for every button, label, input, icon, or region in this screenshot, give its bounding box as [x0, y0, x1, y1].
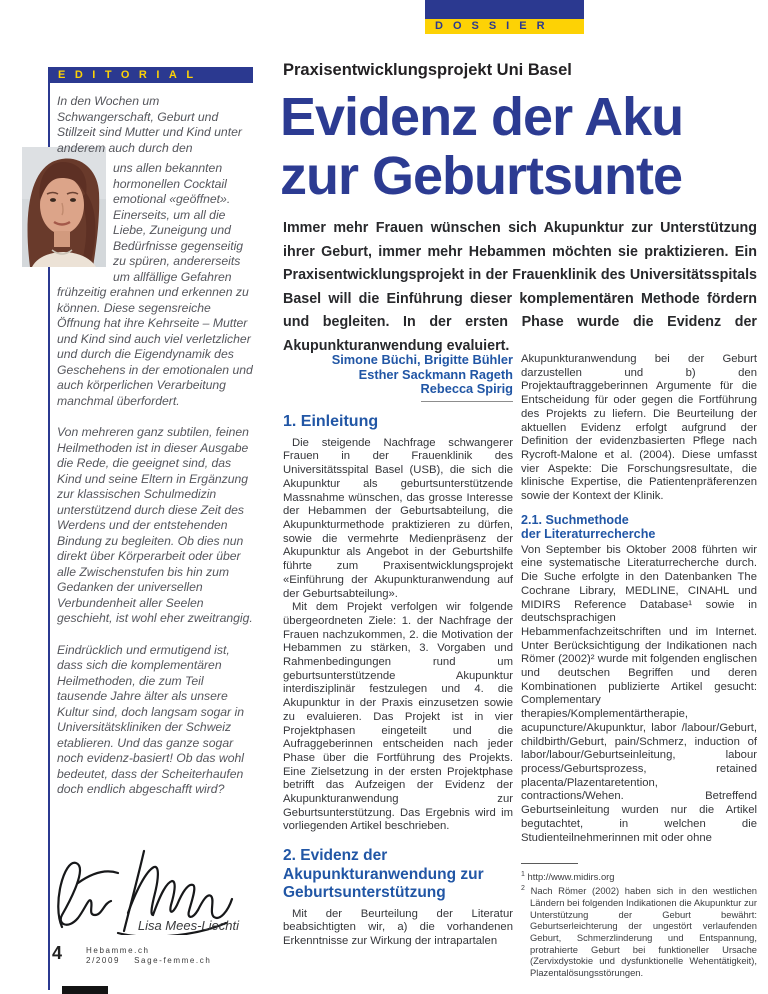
- editorial-header-bar: [48, 67, 253, 83]
- page-footer: [52, 944, 211, 965]
- editorial-text: [57, 94, 253, 798]
- footnote-rule: [521, 863, 578, 864]
- editorial-header-label: EDITORIAL: [58, 69, 203, 81]
- issue-line: [86, 956, 211, 966]
- dossier-blue-bar: [425, 0, 584, 19]
- editorial-paragraph-2: Von mehreren ganz subtilen, feinen Heilmethoden ist in dieser Ausgabe die Rede, die geeignet sind, das Kind und seine Eltern in Ergänzung zur klassischen Schulmedizin unterstützend durch diese Zeit des Werdens und der entstehenden Bindung zu begleiten. Ob dies nun direkt über Körperarbeit oder über alle Zwischenstufen bis hin zum Gedanken der universellen Verbundenheit aller Seelen geschieht, ist wohl eher zweitrangig.: [57, 425, 253, 625]
- author-line-1: Simone Büchi, Brigitte Bühler: [331, 352, 513, 367]
- column-right: [521, 353, 757, 979]
- article-title-line-2: zur Geburtsunte: [280, 146, 683, 206]
- article-kicker: Praxisentwicklungsprojekt Uni Basel: [283, 61, 572, 79]
- editorial-paragraph-1: uns allen bekannten hormonellen Cocktail emotional «geöffnet». Einerseits, um all die Liebe, Zuneigung und Bedürfnisse gegenseitig zu spüren, andererseits um allfällige Gefahren frühzeitig erahnen und erkennen zu können. Diese segensreiche Öffnung hat ihre Kehrseite – Mutter und Kind sind auch viel verletzlicher und durch die Eigendynamik des Geschehens in der emotionalen und auch körperlichen Verarbeitung manchmal überfordert.: [57, 161, 253, 408]
- footnote-2-marker: 2: [521, 885, 525, 893]
- photo-wrap-spacer: [57, 161, 113, 283]
- article-lead: Immer mehr Frauen wünschen sich Akupunktur zur Unterstützung ihrer Geburt, immer mehr Hebammen möchten sie praktizieren. Ein Praxisentwicklungsprojekt in der Frauenklinik des Universitätsspitals Basel will die Einführung dieser komplementären Methode fördern und begleiten. In der ersten Phase wurde die Evidenz der Akupunkturanwendung evaluiert.: [283, 220, 757, 354]
- body-paragraph: Die steigende Nachfrage schwangerer Frauen in der Frauenklinik des Universitätsspital Basel (USB), die sich die Akupunktur als geburtsunterstützende Massnahme wünschen, das grosse Interesse der Hebammen der Geburtsabteilung, die Akupunkturmethode praktizieren zu dürfen, sowie die vermehrte Medienpräsenz der Akupunktur als Angebot in der Geburtshilfe führte zum Praxisentwicklungsprojekt «Einführung der Akupunkturanwendung auf der Geburtsabteilung».: [283, 436, 513, 600]
- footnote-2: [521, 883, 757, 979]
- article-title: [280, 88, 683, 206]
- article-title-line-1: Evidenz der Aku: [280, 87, 684, 147]
- body-paragraph: Akupunkturanwendung bei der Geburt darzustellen und b) den Projektauftraggeberinnen Argumente für die Entscheidung für oder gegen die Fortführung des Projekts zu liefern. Die Beurteilung der aktuellen Evidenz erfolgt aufgrund der Definition der evidenzbasierten Pflege nach Rycroft-Malone et al. (2004). Diese umfasst vier Aspekte: Die Forschungsresultate, die klinische Expertise, die Patientenpräferenzen sowie der Kontext der Klinik.: [521, 353, 757, 503]
- print-crop-mark: [62, 986, 108, 994]
- footnote-1: [521, 869, 757, 883]
- editorial-paragraph-3: Eindrücklich und ermutigend ist, dass sich die komplementären Heilmethoden, die zum Teil tausende Jahre älter als unsere Kultur sind, doch langsam sogar in Universitätskliniken der Schweiz etablieren. Und das ganze sogar noch evidenz-basiert! Ob das wohl bedeutet, dass der Scheiterhaufen doch endlich abgeschafft wird?: [57, 642, 244, 796]
- page-number: 4: [52, 943, 63, 963]
- journal-name: Hebamme.ch: [86, 946, 150, 955]
- body-paragraph: Mit dem Projekt verfolgen wir folgende übergeordneten Ziele: 1. der Nachfrage der Frauen nachzukommen, 2. die Motivation der Hebammen zu stärken, 3. Vorgaben und Rahmenbedingungen rund um geburtsunterstützende Akupunktur interdisziplinär festzulegen und 4. die Akupunktur in der Praxis einzusetzen sowie zu evaluieren. Das Projekt ist in vier Projektphasen eingeteilt und die Aufraggeberinnen entscheiden nach jeder Phase über die Fortführung des Projekts. Eine Zielsetzung in der ersten Projektphase betrifft das Aufzeigen der Evidenz der Akupunkturanwendung zur Geburtsunterstützung. Das Ergebnis wird im vorliegenden Artikel beschrieben.: [283, 601, 513, 833]
- dossier-tab: [425, 0, 584, 34]
- signature-name: Lisa Mees-Liechti: [137, 918, 239, 933]
- section-2-heading: 2. Evidenz der Akupunkturanwendung zur Geburtsunterstützung: [283, 847, 484, 902]
- editorial-paragraph-wrap: [57, 161, 253, 409]
- section-2-1-heading-line-2: der Literaturrecherche: [521, 527, 656, 542]
- journal-info: [86, 944, 211, 965]
- journal-name-fr: Sage-femme.ch: [134, 955, 212, 965]
- author-line-2: Esther Sackmann Rageth: [358, 366, 513, 382]
- dossier-label: DOSSIER: [435, 20, 555, 32]
- section-2-1-heading: [521, 513, 757, 542]
- issue-number: 2/2009: [86, 955, 121, 965]
- footnote-1-text: http://www.midirs.org: [527, 871, 615, 883]
- footnote-1-marker: 1: [521, 871, 525, 879]
- dossier-yellow-bar: [425, 19, 584, 34]
- section-1-heading: 1. Einleitung: [283, 412, 379, 430]
- author-line-3: Rebecca Spirig: [420, 381, 513, 397]
- body-paragraph: Von September bis Oktober 2008 führten wir eine systematische Literaturrecherche durch. Die Suche erfolgte in den Datenbanken The Cochrane Library, MEDLINE, CINAHL und MIDIRS Reference Database¹ sowie in deutschsprachigen Hebammenfachzeitschriften und im Internet. Unter Berücksichtigung der Indikationen nach Römer (2002)² wurde mit folgenden englischen und deutschen Begriffen und deren Kombinationen publizierte Artikel gesucht: Complementary therapies/Komplementärtherapie, acupuncture/Akupunktur, labor /labour/Geburt, childbirth/Geburt, pain/Schmerz, induction of labor/labour/Geburtseinleitung, labour process/Geburtsprozess, retained placenta/Plazentaretention, contractions/Wehen. Betreffend Geburtseinleitung wurden nur die Artikel begutachtet, in welchen die Studienteilnehmerinnen mit oder ohne: [521, 543, 757, 844]
- editorial-paragraph-intro: In den Wochen um Schwangerschaft, Geburt und Stillzeit sind Mutter und Kind unter anderem auch durch den: [57, 94, 242, 155]
- authors-rule: [421, 401, 513, 402]
- footnote-2-text: Nach Römer (2002) haben sich in den westlichen Ländern bei folgenden Indikationen die Akupunktur zur Unterstützung der Geburt bewährt: Geburtserleichterung der ungestört verlaufenden Geburt, Schmerzlinderung und Entspannung, protrahierte Geburt bei funktioneller Ursache (Zervixdystokie und dysfunktionelle Wehentätigkeit), Plazentalösungsstörungen.: [530, 885, 757, 979]
- body-paragraph: Mit der Beurteilung der Literatur beabsichtigten wir, a) die vorhandenen Erkenntnisse zur Wirkung der intrapartalen: [283, 907, 513, 948]
- authors-block: [283, 353, 513, 397]
- column-left: [283, 353, 513, 949]
- section-2-1-heading-line-1: 2.1. Suchmethode: [521, 512, 629, 527]
